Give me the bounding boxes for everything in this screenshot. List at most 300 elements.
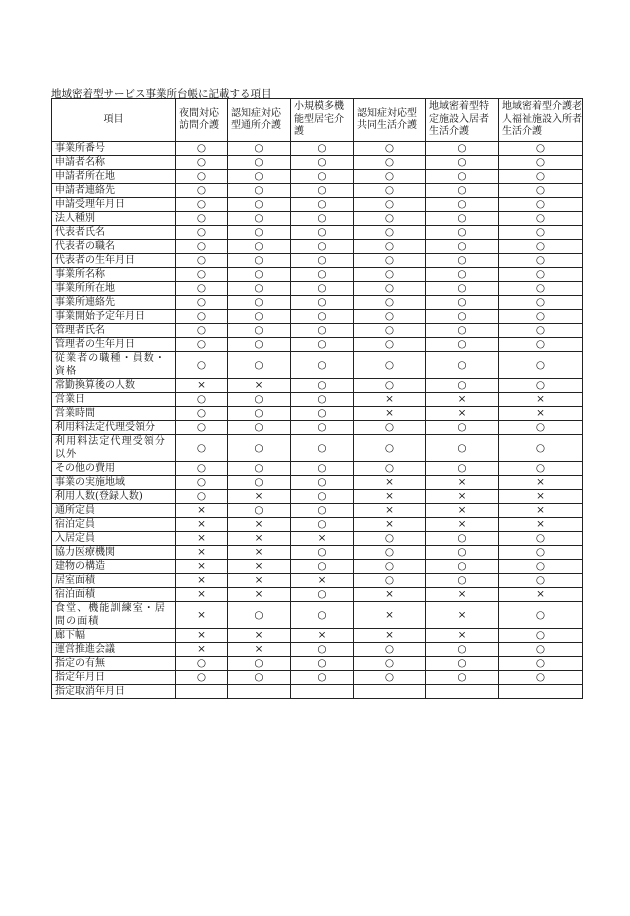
applicability-mark: ○ [291, 602, 354, 629]
table-row [52, 643, 583, 657]
applicability-mark: ○ [426, 657, 499, 671]
row-item-label: 利用料法定代理受領分以外 [52, 435, 176, 462]
applicability-mark: ○ [291, 142, 354, 156]
applicability-mark: ○ [291, 254, 354, 268]
applicability-mark: ○ [291, 226, 354, 240]
applicability-mark: ○ [354, 254, 426, 268]
table-row [52, 504, 583, 518]
applicability-mark: ○ [228, 352, 291, 379]
applicability-mark: ○ [354, 421, 426, 435]
applicability-mark: ○ [354, 657, 426, 671]
applicability-mark: ○ [499, 282, 583, 296]
applicability-mark: ○ [176, 184, 228, 198]
column-header-dementia-group-living: 認知症対応型共同生活介護 [354, 99, 426, 142]
applicability-mark: ○ [291, 170, 354, 184]
applicability-mark: ○ [176, 240, 228, 254]
applicability-mark: ○ [499, 352, 583, 379]
applicability-mark: ○ [426, 212, 499, 226]
applicability-mark: × [176, 629, 228, 643]
applicability-mark: ○ [176, 393, 228, 407]
table-row [52, 588, 583, 602]
applicability-mark: × [176, 602, 228, 629]
applicability-mark: ○ [499, 184, 583, 198]
table-row [52, 407, 583, 421]
applicability-mark: ○ [354, 546, 426, 560]
applicability-mark: ○ [354, 574, 426, 588]
applicability-mark: ○ [354, 379, 426, 393]
table-row [52, 393, 583, 407]
applicability-mark: ○ [426, 671, 499, 685]
row-item-label: 申請者名称 [52, 156, 176, 170]
applicability-mark: ○ [228, 296, 291, 310]
applicability-mark: ○ [354, 324, 426, 338]
applicability-mark: ○ [426, 352, 499, 379]
row-item-label: 営業時間 [52, 407, 176, 421]
applicability-mark: × [291, 574, 354, 588]
applicability-mark: ○ [499, 462, 583, 476]
table-row [52, 170, 583, 184]
table-caption: 地域密着型サービス事業所台帳に記載する項目 [51, 88, 272, 100]
applicability-mark: ○ [228, 602, 291, 629]
applicability-mark: × [176, 379, 228, 393]
table-row [52, 462, 583, 476]
row-item-label: 利用人数(登録人数) [52, 490, 176, 504]
row-item-label: 事業開始予定年月日 [52, 310, 176, 324]
applicability-mark: × [176, 532, 228, 546]
applicability-mark: × [499, 588, 583, 602]
applicability-mark: ○ [499, 560, 583, 574]
applicability-mark: ○ [291, 296, 354, 310]
table-row [52, 602, 583, 629]
applicability-mark: ○ [291, 588, 354, 602]
applicability-mark: ○ [176, 198, 228, 212]
column-header-night-home-care: 夜間対応訪問介護 [176, 99, 228, 142]
column-header-small-multifunction-care: 小規模多機能型居宅介護 [291, 99, 354, 142]
applicability-mark: × [228, 546, 291, 560]
column-header-welfare-facility-care: 地域密着型介護老人福祉施設入所者生活介護 [499, 99, 583, 142]
table-row [52, 254, 583, 268]
row-item-label: 事業の実施地域 [52, 476, 176, 490]
column-header-specified-facility-care: 地域密着型特定施設入居者生活介護 [426, 99, 499, 142]
applicability-mark: × [499, 504, 583, 518]
applicability-mark: × [354, 629, 426, 643]
applicability-mark: × [228, 518, 291, 532]
row-item-label: 営業日 [52, 393, 176, 407]
row-item-label: 宿泊面積 [52, 588, 176, 602]
applicability-mark: ○ [228, 142, 291, 156]
table-row [52, 226, 583, 240]
applicability-mark: ○ [291, 560, 354, 574]
applicability-mark: ○ [176, 254, 228, 268]
table-row [52, 184, 583, 198]
applicability-mark: × [499, 518, 583, 532]
applicability-mark: ○ [291, 643, 354, 657]
row-item-label: 申請者連絡先 [52, 184, 176, 198]
applicability-mark: ○ [228, 671, 291, 685]
applicability-mark: ○ [426, 421, 499, 435]
applicability-mark: ○ [499, 435, 583, 462]
applicability-mark [354, 685, 426, 699]
applicability-mark: ○ [354, 142, 426, 156]
applicability-mark: × [354, 490, 426, 504]
applicability-mark: ○ [176, 657, 228, 671]
applicability-mark: × [176, 518, 228, 532]
applicability-mark: ○ [176, 156, 228, 170]
applicability-mark: × [499, 407, 583, 421]
row-item-label: その他の費用 [52, 462, 176, 476]
row-item-label: 事業所連絡先 [52, 296, 176, 310]
applicability-mark: ○ [426, 379, 499, 393]
row-item-label: 指定年月日 [52, 671, 176, 685]
table-row [52, 685, 583, 699]
applicability-mark: ○ [291, 310, 354, 324]
table-row [52, 268, 583, 282]
applicability-mark: × [354, 476, 426, 490]
applicability-mark: ○ [228, 226, 291, 240]
row-item-label: 申請受理年月日 [52, 198, 176, 212]
applicability-mark: × [426, 629, 499, 643]
applicability-mark: ○ [426, 310, 499, 324]
table-row [52, 352, 583, 379]
applicability-mark: ○ [291, 156, 354, 170]
applicability-mark: × [176, 560, 228, 574]
applicability-mark: ○ [499, 602, 583, 629]
applicability-mark: ○ [499, 296, 583, 310]
applicability-mark: ○ [354, 338, 426, 352]
applicability-mark: × [228, 560, 291, 574]
table-row [52, 435, 583, 462]
applicability-mark: ○ [291, 268, 354, 282]
applicability-mark: ○ [354, 462, 426, 476]
applicability-mark: × [176, 546, 228, 560]
table-row [52, 574, 583, 588]
applicability-mark: × [426, 393, 499, 407]
applicability-mark: × [426, 518, 499, 532]
applicability-mark: ○ [291, 338, 354, 352]
applicability-mark: × [499, 476, 583, 490]
applicability-mark: ○ [176, 490, 228, 504]
applicability-mark: ○ [354, 532, 426, 546]
applicability-mark: × [499, 490, 583, 504]
applicability-mark [228, 685, 291, 699]
applicability-mark: ○ [176, 324, 228, 338]
table-row [52, 240, 583, 254]
applicability-mark: ○ [291, 393, 354, 407]
applicability-mark: ○ [176, 142, 228, 156]
applicability-mark: ○ [354, 240, 426, 254]
applicability-mark: ○ [291, 184, 354, 198]
table-row [52, 338, 583, 352]
row-item-label: 代表者の職名 [52, 240, 176, 254]
applicability-mark: × [426, 602, 499, 629]
row-item-label: 居室面積 [52, 574, 176, 588]
applicability-mark: × [176, 504, 228, 518]
applicability-mark: ○ [499, 657, 583, 671]
applicability-mark: × [354, 504, 426, 518]
row-item-label: 食堂、機能訓練室・居間の面積 [52, 602, 176, 629]
applicability-mark: ○ [228, 657, 291, 671]
applicability-mark: × [291, 532, 354, 546]
applicability-mark: ○ [354, 268, 426, 282]
row-item-label: 協力医療機関 [52, 546, 176, 560]
applicability-mark: ○ [291, 212, 354, 226]
applicability-mark: ○ [499, 254, 583, 268]
applicability-mark: ○ [426, 643, 499, 657]
applicability-mark: ○ [291, 421, 354, 435]
table-row [52, 282, 583, 296]
table-row [52, 296, 583, 310]
table-row [52, 546, 583, 560]
applicability-mark: ○ [291, 657, 354, 671]
applicability-mark: ○ [499, 310, 583, 324]
applicability-mark: ○ [354, 352, 426, 379]
applicability-mark: ○ [426, 184, 499, 198]
applicability-mark: × [291, 629, 354, 643]
applicability-mark: ○ [426, 560, 499, 574]
applicability-mark: × [354, 393, 426, 407]
applicability-mark: ○ [176, 407, 228, 421]
applicability-mark: ○ [228, 338, 291, 352]
applicability-mark: × [228, 379, 291, 393]
applicability-mark: × [228, 532, 291, 546]
applicability-mark: ○ [176, 212, 228, 226]
applicability-mark: ○ [499, 156, 583, 170]
applicability-mark: × [499, 393, 583, 407]
applicability-mark: ○ [354, 198, 426, 212]
row-item-label: 運営推進会議 [52, 643, 176, 657]
applicability-mark: ○ [291, 671, 354, 685]
applicability-mark: × [354, 588, 426, 602]
applicability-mark: ○ [228, 435, 291, 462]
applicability-mark: ○ [354, 296, 426, 310]
row-item-label: 建物の構造 [52, 560, 176, 574]
registry-items-table [51, 98, 583, 699]
applicability-mark: ○ [499, 198, 583, 212]
table-row [52, 560, 583, 574]
table-row [52, 476, 583, 490]
table-row [52, 629, 583, 643]
row-item-label: 申請者所在地 [52, 170, 176, 184]
applicability-mark: ○ [426, 240, 499, 254]
applicability-mark: × [176, 588, 228, 602]
table-body [52, 142, 583, 699]
applicability-mark: × [426, 476, 499, 490]
applicability-mark: ○ [426, 226, 499, 240]
table-row [52, 490, 583, 504]
applicability-mark: ○ [291, 435, 354, 462]
applicability-mark: ○ [176, 671, 228, 685]
applicability-mark: ○ [228, 212, 291, 226]
row-item-label: 従業者の職種・員数・資格 [52, 352, 176, 379]
table-row [52, 532, 583, 546]
row-item-label: 代表者の生年月日 [52, 254, 176, 268]
applicability-mark: ○ [176, 476, 228, 490]
applicability-mark: ○ [499, 629, 583, 643]
applicability-mark: ○ [426, 338, 499, 352]
table-row [52, 198, 583, 212]
applicability-mark: ○ [499, 338, 583, 352]
applicability-mark: ○ [499, 532, 583, 546]
applicability-mark: ○ [354, 226, 426, 240]
applicability-mark: ○ [354, 310, 426, 324]
applicability-mark: ○ [291, 198, 354, 212]
applicability-mark: ○ [291, 490, 354, 504]
applicability-mark: ○ [291, 324, 354, 338]
applicability-mark: ○ [426, 282, 499, 296]
applicability-mark: ○ [499, 643, 583, 657]
applicability-mark: ○ [499, 574, 583, 588]
row-item-label: 管理者の生年月日 [52, 338, 176, 352]
applicability-mark: ○ [176, 435, 228, 462]
applicability-mark: ○ [426, 435, 499, 462]
applicability-mark: ○ [426, 170, 499, 184]
applicability-mark: ○ [176, 352, 228, 379]
applicability-mark: ○ [176, 268, 228, 282]
applicability-mark: ○ [228, 324, 291, 338]
applicability-mark: × [228, 629, 291, 643]
applicability-mark [499, 685, 583, 699]
applicability-mark: ○ [354, 643, 426, 657]
applicability-mark: ○ [291, 462, 354, 476]
applicability-mark: ○ [291, 546, 354, 560]
applicability-mark: ○ [499, 240, 583, 254]
applicability-mark: ○ [228, 240, 291, 254]
applicability-mark: ○ [228, 184, 291, 198]
applicability-mark: ○ [176, 462, 228, 476]
applicability-mark: ○ [228, 268, 291, 282]
applicability-mark: × [354, 407, 426, 421]
applicability-mark: ○ [354, 560, 426, 574]
applicability-mark [291, 685, 354, 699]
applicability-mark: ○ [499, 170, 583, 184]
applicability-mark: ○ [426, 198, 499, 212]
row-item-label: 指定の有無 [52, 657, 176, 671]
applicability-mark: ○ [499, 212, 583, 226]
table-row [52, 324, 583, 338]
applicability-mark: ○ [426, 156, 499, 170]
applicability-mark: ○ [354, 282, 426, 296]
applicability-mark: ○ [291, 407, 354, 421]
applicability-mark: ○ [176, 296, 228, 310]
row-item-label: 代表者氏名 [52, 226, 176, 240]
table-row [52, 379, 583, 393]
applicability-mark: ○ [291, 504, 354, 518]
applicability-mark: × [228, 490, 291, 504]
applicability-mark: ○ [426, 532, 499, 546]
applicability-mark: ○ [228, 462, 291, 476]
applicability-mark: ○ [176, 282, 228, 296]
applicability-mark: × [354, 602, 426, 629]
applicability-mark: ○ [291, 379, 354, 393]
applicability-mark: ○ [426, 268, 499, 282]
applicability-mark: ○ [426, 462, 499, 476]
applicability-mark [426, 685, 499, 699]
applicability-mark: ○ [291, 518, 354, 532]
applicability-mark: ○ [228, 393, 291, 407]
applicability-mark: ○ [354, 170, 426, 184]
applicability-mark: ○ [228, 421, 291, 435]
applicability-mark: ○ [291, 352, 354, 379]
row-item-label: 常勤換算後の人数 [52, 379, 176, 393]
applicability-mark: ○ [354, 671, 426, 685]
table-row [52, 310, 583, 324]
applicability-mark: ○ [228, 282, 291, 296]
column-header-dementia-day-care: 認知症対応型通所介護 [228, 99, 291, 142]
applicability-mark: × [426, 504, 499, 518]
table-row [52, 142, 583, 156]
applicability-mark: ○ [499, 546, 583, 560]
applicability-mark: ○ [499, 226, 583, 240]
applicability-mark: ○ [354, 184, 426, 198]
applicability-mark: ○ [228, 198, 291, 212]
applicability-mark: × [176, 643, 228, 657]
applicability-mark: × [426, 490, 499, 504]
applicability-mark: ○ [291, 240, 354, 254]
row-item-label: 事業所所在地 [52, 282, 176, 296]
applicability-mark: ○ [176, 421, 228, 435]
applicability-mark: ○ [228, 254, 291, 268]
applicability-mark: ○ [354, 156, 426, 170]
applicability-mark: ○ [499, 324, 583, 338]
row-item-label: 法人種別 [52, 212, 176, 226]
applicability-mark: ○ [228, 310, 291, 324]
applicability-mark: ○ [499, 142, 583, 156]
applicability-mark: × [176, 574, 228, 588]
table-row [52, 671, 583, 685]
row-item-label: 宿泊定員 [52, 518, 176, 532]
applicability-mark: ○ [291, 476, 354, 490]
row-item-label: 利用料法定代理受領分 [52, 421, 176, 435]
row-item-label: 通所定員 [52, 504, 176, 518]
applicability-mark: ○ [426, 142, 499, 156]
table-row [52, 212, 583, 226]
applicability-mark: ○ [176, 338, 228, 352]
row-item-label: 入居定員 [52, 532, 176, 546]
applicability-mark: ○ [228, 476, 291, 490]
applicability-mark [176, 685, 228, 699]
applicability-mark: ○ [228, 156, 291, 170]
applicability-mark: ○ [426, 546, 499, 560]
applicability-mark: × [426, 407, 499, 421]
applicability-mark: ○ [499, 421, 583, 435]
row-item-label: 事業所番号 [52, 142, 176, 156]
applicability-mark: ○ [499, 379, 583, 393]
applicability-mark: ○ [291, 282, 354, 296]
applicability-mark: ○ [354, 212, 426, 226]
applicability-mark: ○ [176, 170, 228, 184]
table-row [52, 421, 583, 435]
applicability-mark: ○ [228, 504, 291, 518]
applicability-mark: ○ [426, 324, 499, 338]
table-row [52, 156, 583, 170]
applicability-mark: ○ [176, 310, 228, 324]
column-header-item: 項目 [52, 99, 176, 142]
applicability-mark: ○ [228, 170, 291, 184]
row-item-label: 指定取消年月日 [52, 685, 176, 699]
row-item-label: 管理者氏名 [52, 324, 176, 338]
applicability-mark: ○ [176, 226, 228, 240]
row-item-label: 事業所名称 [52, 268, 176, 282]
applicability-mark: × [228, 574, 291, 588]
table-row [52, 657, 583, 671]
applicability-mark: ○ [499, 268, 583, 282]
header-row [52, 99, 583, 142]
applicability-mark: × [228, 588, 291, 602]
row-item-label: 廊下幅 [52, 629, 176, 643]
applicability-mark: × [354, 518, 426, 532]
table-row [52, 518, 583, 532]
applicability-mark: ○ [426, 296, 499, 310]
